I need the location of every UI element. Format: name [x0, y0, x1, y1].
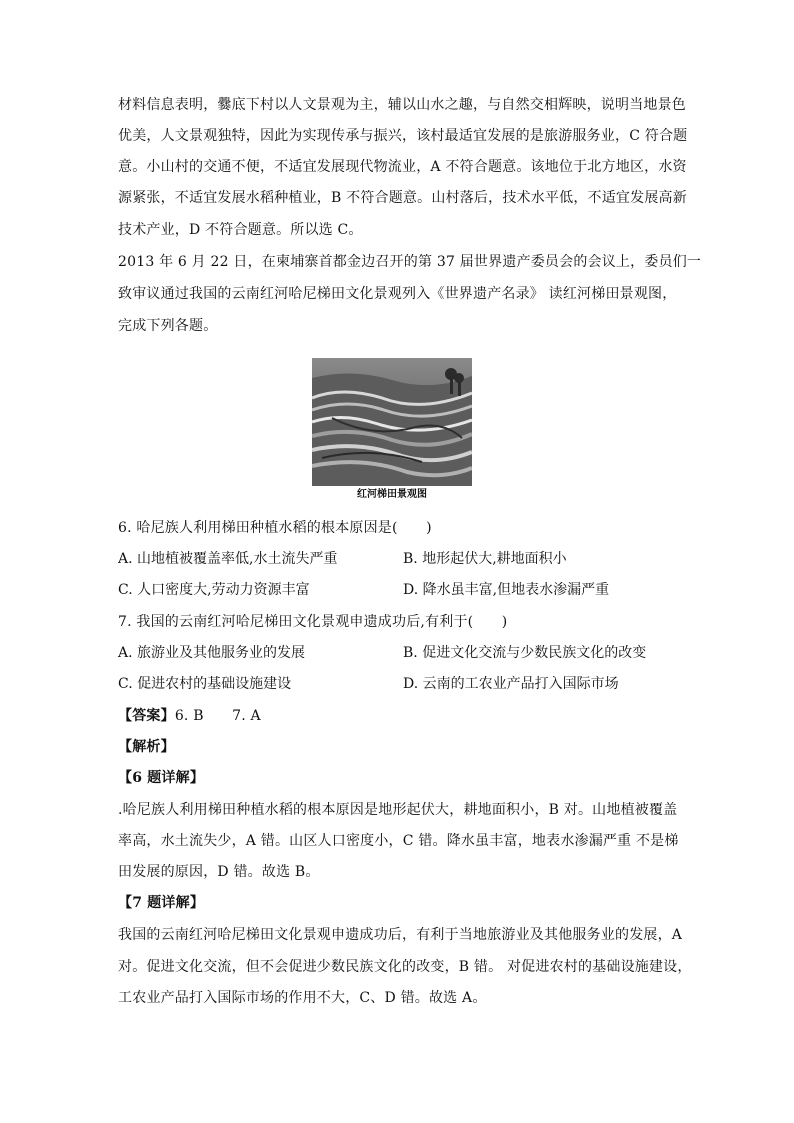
detail-6-line: 田发展的原因，D 错。故选 B。: [118, 864, 320, 880]
detail-7-label: 【7 题详解】: [118, 895, 205, 911]
answer-row: [118, 706, 678, 726]
terrace-photo: [312, 358, 472, 505]
detail-7-line: 对。促进文化交流，但不会促进少数民族文化的改变，B 错。 对促进农村的基础设施建设，: [118, 959, 692, 975]
detail-6-label: 【6 题详解】: [118, 770, 205, 786]
question-6-stem: 6. 哈尼族人利用梯田种植水稻的根本原因是( ): [118, 520, 432, 536]
detail-7-line: 我国的云南红河哈尼梯田文化景观申遗成功后，有利于当地旅游业及其他服务业的发展，A: [118, 927, 683, 943]
q6-option-c: C. 人口密度大,劳动力资源丰富: [118, 582, 310, 598]
q6-option-b: B. 地形起伏大,耕地面积小: [403, 551, 567, 567]
passage-line: 致审议通过我国的云南红河哈尼梯田文化景观列入《世界遗产名录》 读红河梯田景观图，: [118, 286, 677, 302]
intro-analysis-line: 意。小山村的交通不便，不适宜发展现代物流业，A 不符合题意。该地位于北方地区，水资: [118, 159, 687, 175]
figure-caption: 红河梯田景观图: [357, 489, 427, 500]
q6-option-a: A. 山地植被覆盖率低,水土流失严重: [118, 551, 338, 567]
passage-line: 2013 年 6 月 22 日，在柬埔寨首都金边召开的第 37 届世界遗产委员会的会议上，委员们一: [118, 254, 702, 270]
detail-7-line: 工农业产品打入国际市场的作用不大，C、D 错。故选 A。: [118, 990, 487, 1006]
q7-option-c: C. 促进农村的基础设施建设: [118, 676, 292, 692]
intro-analysis-line: 优美，人文景观独特，因此为实现传承与振兴，该村最适宜发展的是旅游服务业，C 符合题: [118, 128, 688, 144]
detail-6-line: .哈尼族人利用梯田种植水稻的根本原因是地形起伏大，耕地面积小，B 对。山地植被覆盖: [118, 802, 678, 818]
answer-label: 【答案】: [118, 708, 175, 724]
q7-option-a: A. 旅游业及其他服务业的发展: [118, 645, 306, 661]
intro-analysis-line: 技术产业，D 不符合题意。所以选 C。: [118, 222, 363, 238]
detail-6-line: 率高，水土流失少，A 错。山区人口密度小，C 错。降水虽丰富，地表水渗漏严重 不是梯: [118, 833, 679, 849]
terrace-illustration: [312, 358, 472, 486]
question-7-stem: 7. 我国的云南红河哈尼梯田文化景观申遗成功后,有利于( ): [118, 614, 508, 630]
q7-option-b: B. 促进文化交流与少数民族文化的改变: [403, 645, 647, 661]
q7-option-d: D. 云南的工农业产品打入国际市场: [403, 676, 619, 692]
intro-analysis-line: 源紧张，不适宜发展水稻种植业，B 不符合题意。山村落后，技术水平低，不适宜发展高新: [118, 190, 687, 206]
analysis-label: 【解析】: [118, 739, 175, 755]
passage-line: 完成下列各题。: [118, 318, 218, 334]
q6-option-d: D. 降水虽丰富,但地表水渗漏严重: [403, 582, 610, 598]
intro-analysis-line: 材料信息表明，爨底下村以人文景观为主，辅以山水之趣，与自然交相辉映，说明当地景色: [118, 97, 686, 113]
answer-value: 6. B 7. A: [174, 708, 261, 724]
